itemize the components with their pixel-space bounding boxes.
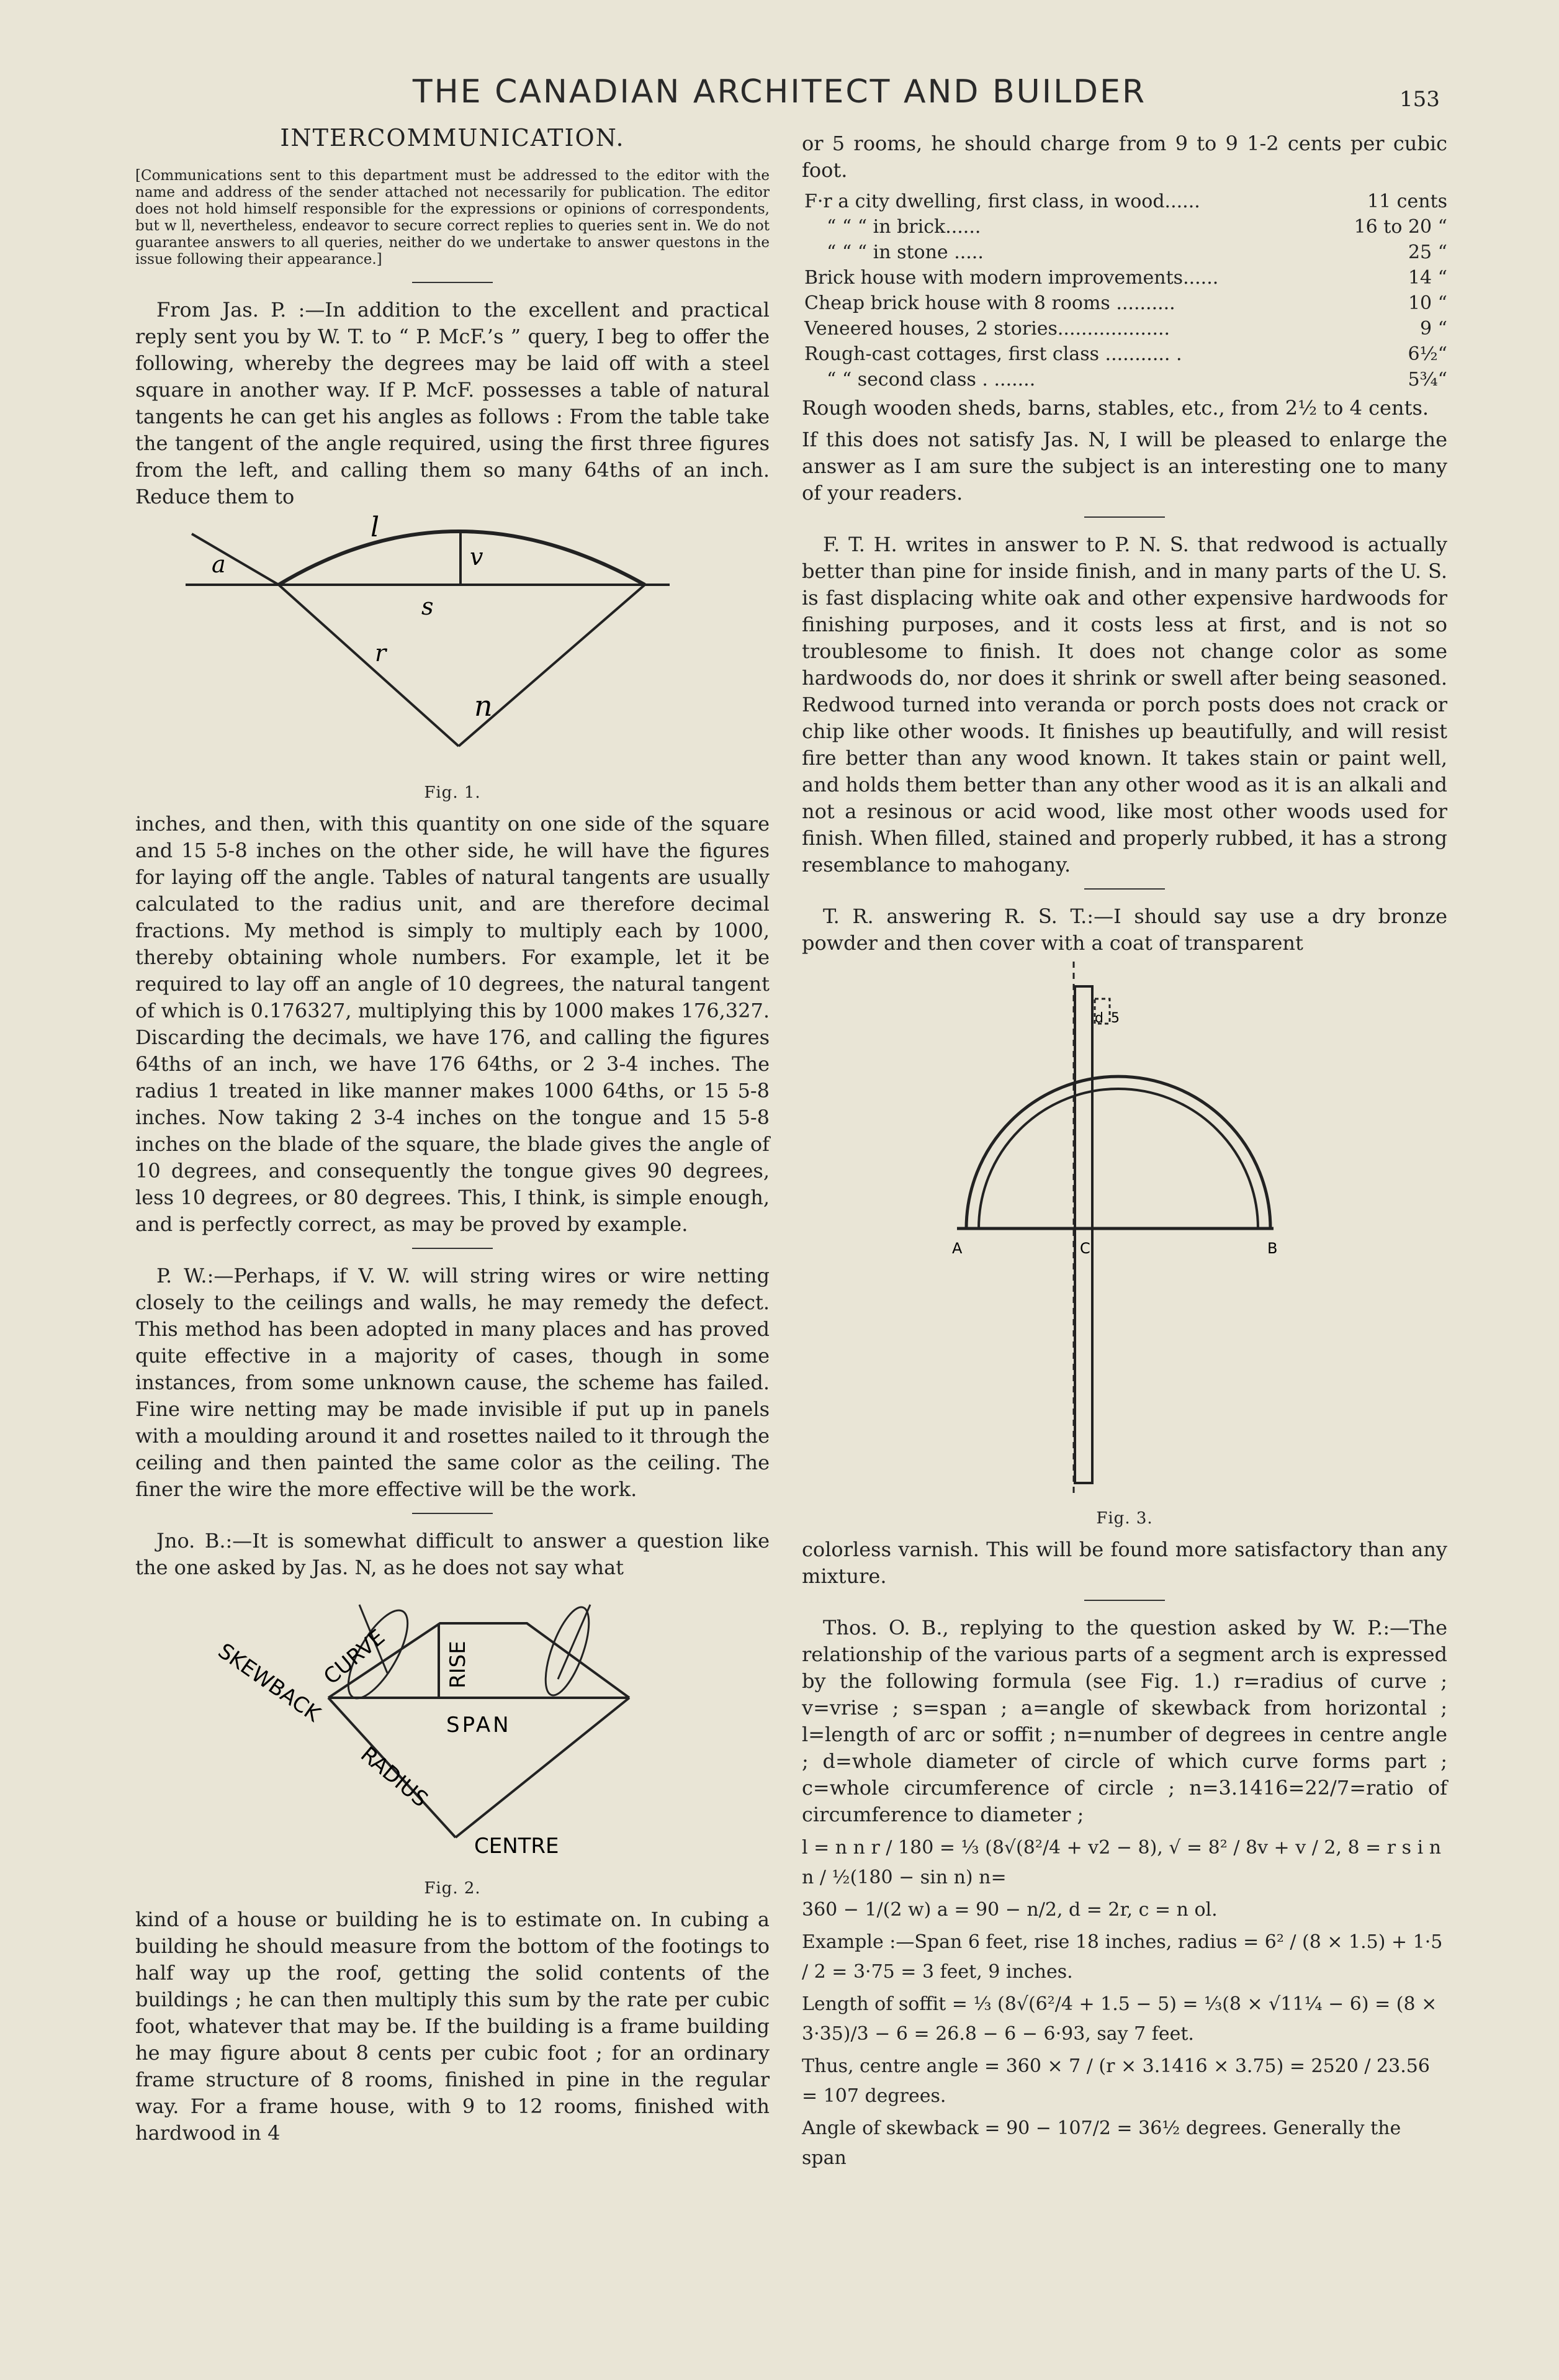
editorial-notice: [Communications sent to this department must be addressed to the editor with the name and address of the sender attached not necessarily for publication. The editor does not hold himself responsible for the expressions or opinions of correspondents, but w ll, nevertheless, endeavor to secure correct replies to queries sent in. We do not guarantee answers to all queries, neither do we undertake to answer questons in the issue following their appearance.] [135, 168, 770, 268]
fig1-label-a: a [212, 551, 226, 578]
rates-last-line: Rough wooden sheds, barns, stables, etc., from 2½ to 4 cents. [802, 396, 1429, 420]
formula-block [802, 1833, 1447, 2173]
divider [412, 1248, 493, 1249]
formula-line-2: 360 − 1/(2 w) a = 90 − n/2, d = 2r, c = n ol. [802, 1899, 1218, 1921]
letter-p-w: P. W.:—Perhaps, if V. W. will string wires or wire netting closely to the ceilings and walls, he may remedy the defect. This method has been adopted in many places and has proved quite effective in a majority of cases, though in some instances, from some unknown cause, the scheme has failed. Fine wire netting may be made invisible if put up in panels with a moulding around it and rosettes nailed to it through the ceiling and then painted the same color as the ceiling. The finer the wire the more effective will be the work. [135, 1264, 770, 1501]
rate-row [802, 341, 1447, 367]
fig1-label-l: l [371, 515, 380, 543]
section-title: INTERCOMMUNICATION. [280, 124, 625, 151]
rate-row [802, 316, 1447, 341]
rates-table [802, 189, 1447, 392]
fig1-label-v: v [470, 543, 483, 570]
fig1-label-r: r [375, 639, 387, 667]
letter-t-r: T. R. answering R. S. T.:—I should say use a dry bronze powder and then cover with a coat of transparent [802, 904, 1447, 955]
rate-price: 11 cents [1367, 191, 1447, 212]
figure-3-caption: Fig. 3. [1096, 1509, 1153, 1528]
rate-price: 5¾“ [1408, 369, 1447, 390]
rate-label: Rough-cast cottages, first class ........... . [804, 343, 1182, 365]
rate-price: 9 “ [1420, 318, 1447, 340]
rate-row [802, 291, 1447, 316]
letter-f-t-h: F. T. H. writes in answer to P. N. S. that redwood is actually better than pine for inside finish, and in many parts of the U. S. is fast displacing white oak and other expensive hardwoods for finishing purposes, and it costs less at first, and is not so troublesome to finish. It does not change color as some hardwoods do, nor does it shrink or swell after being seasoned. Redwood turned into veranda or porch posts does not crack or chip like other woods. It finishes up beautifully, and will resist fire better than any wood known. It takes stain or paint well, and holds them better than any other wood as it is an alkali and not a resinous or acid wood, like most other woods used for finish. When filled, stained and properly rubbed, it has a strong resemblance to mahogany. [802, 533, 1447, 877]
letter-thos-o-b: Thos. O. B., replying to the question asked by W. P.:—The relationship of the various parts of a segment arch is expressed by the following formula (see Fig. 1.) r=radius of curve ; v=vrise ; s=span ; a=angle of skewback from horizontal ; l=length of arc or soffit ; n=number of degrees in centre angle ; d=whole diameter of circle of which curve forms part ; c=whole circumference of circle ; n=3.1416=22/7=ratio of circumference to diameter ; [802, 1616, 1447, 1826]
fig2-label-rise: RISE [446, 1641, 470, 1688]
fig1-label-n: n [474, 689, 493, 723]
divider [412, 282, 493, 283]
rate-price: 10 “ [1408, 292, 1447, 314]
fig2-label-radius: RADIUS [356, 1742, 433, 1813]
letter-jno-b-continued: kind of a house or building he is to estimate on. In cubing a building he should measure from the bottom of the footings to half way up the roof, getting the solid contents of the buildings ; he can then multiply this sum by the rate per cubic foot, whatever that may be. If the building is a frame building he may figure about 8 cents per cubic foot ; for an ordinary frame structure of 8 rooms, finished in pine in the regular way. For a frame house, with 9 to 12 rooms, finished with hardwood in 4 [135, 1908, 770, 2145]
rate-row [802, 265, 1447, 291]
rate-label: “ “ second class . ....... [827, 369, 1036, 390]
rate-label: “ “ “ in brick...... [827, 216, 981, 238]
centre-angle-line: Thus, centre angle = 360 × 7 / (r × 3.1416 × 3.75) = 2520 / 23.56 = 107 degrees. [802, 2055, 1430, 2107]
formula-line-1: l = n n r / 180 = ⅓ (8√(8²/4 + v2 − 8), √ = 8² / 8v + v / 2, 8 = r s i n n / ½(180 − sin n) n= [802, 1837, 1442, 1888]
figure-1-diagram [173, 515, 732, 782]
rate-price: 16 to 20 “ [1354, 216, 1447, 238]
letter-jas-p-continued: inches, and then, with this quantity on one side of the square and 15 5-8 inches on the other side, he will have the figures for laying off the angle. Tables of natural tangents are usually calculated to the radius unit, and are therefore decimal fractions. My method is simply to multiply each by 1000, thereby obtaining whole numbers. For example, let it be required to lay off an angle of 10 degrees, the natural tangent of which is 0.176327, multiplying this by 1000 makes 176,327. Discarding the decimals, we have 176, and calling the figures 64ths of an inch, we have 176 64ths, or 2 3-4 inches. The radius 1 treated in like manner makes 1000 64ths, or 15 5-8 inches. Now taking 2 3-4 inches on the tongue and 15 5-8 inches on the blade of the square, the blade gives the angle of 10 degrees, and consequently the tongue gives 90 degrees, less 10 degrees, or 80 degrees. This, I think, is simple enough, and is perfectly correct, as may be proved by example. [135, 812, 770, 1236]
rate-label: Veneered houses, 2 stories................... [804, 318, 1170, 340]
divider [1084, 516, 1165, 518]
figure-1-caption: Fig. 1. [424, 783, 481, 802]
letter-jno-b-closing: If this does not satisfy Jas. N, I will be pleased to enlarge the answer as I am sure the subject is an interesting one to many of your readers. [802, 428, 1447, 505]
fig2-label-span: SPAN [446, 1713, 511, 1738]
figure-2-caption: Fig. 2. [424, 1879, 481, 1898]
rate-row [802, 367, 1447, 392]
rate-label: Cheap brick house with 8 rooms .......... [804, 292, 1175, 314]
page-number: 153 [1400, 87, 1440, 112]
left-column [135, 124, 770, 2152]
fig2-label-curve: CURVE [319, 1625, 390, 1690]
rate-price: 6½“ [1408, 343, 1447, 365]
figure-2-diagram [173, 1586, 732, 1878]
fig2-label-skewback: SKEWBACK [213, 1638, 325, 1727]
divider [1084, 888, 1165, 890]
fig3-label-5: 5 [1111, 1011, 1120, 1026]
soffit-line: Length of soffit = ⅓ (8√(6²/4 + 1.5 − 5) = ⅓(8 × √11¼ − 6) = (8 × 3·35)/3 − 6 = 26.8 − 6 − 6·93, say 7 feet. [802, 1993, 1437, 2045]
fig3-label-a: A [952, 1240, 963, 1257]
fig3-label-b: B [1267, 1240, 1278, 1257]
rate-row [802, 240, 1447, 265]
right-column [802, 130, 1447, 2176]
letter-jno-b-end: or 5 rooms, he should charge from 9 to 9 1-2 cents per cubic foot. [802, 132, 1447, 182]
skewback-angle-line: Angle of skewback = 90 − 107/2 = 36½ degrees. Generally the span [802, 2117, 1401, 2169]
fig3-label-c: C [1080, 1240, 1090, 1257]
fig3-label-d: d [1095, 1011, 1103, 1026]
rate-label: F·r a city dwelling, first class, in wood...... [804, 191, 1200, 212]
divider [412, 1513, 493, 1514]
rate-label: Brick house with modern improvements...... [804, 267, 1219, 289]
rate-row [802, 189, 1447, 214]
letter-jno-b: Jno. B.:—It is somewhat difficult to answer a question like the one asked by Jas. N, as he does not say what [135, 1529, 770, 1579]
figure-3-diagram [907, 962, 1342, 1508]
rate-price: 25 “ [1408, 241, 1447, 263]
letter-jas-p: From Jas. P. :—In addition to the excellent and practical reply sent you by W. T. to “ P. McF.’s ” query, I beg to offer the following, whereby the degrees may be laid off with a steel square in another way. If P. McF. possesses a table of natural tangents he can get his angles as follows : From the table take the tangent of the angle required, using the first three figures from the left, and calling them so many 64ths of an inch. Reduce them to [135, 298, 770, 508]
rate-price: 14 “ [1408, 267, 1447, 289]
masthead: THE CANADIAN ARCHITECT AND BUILDER [412, 73, 1147, 110]
example-line: Example :—Span 6 feet, rise 18 inches, radius = 6² / (8 × 1.5) + 1·5 / 2 = 3·75 = 3 feet, 9 inches. [802, 1931, 1443, 1983]
rate-label: “ “ “ in stone ..... [827, 241, 984, 263]
letter-t-r-end: colorless varnish. This will be found more satisfactory than any mixture. [802, 1538, 1447, 1588]
fig2-label-centre: CENTRE [474, 1834, 559, 1859]
fig1-label-s: s [421, 593, 434, 620]
divider [1084, 1600, 1165, 1601]
rate-row [802, 214, 1447, 240]
